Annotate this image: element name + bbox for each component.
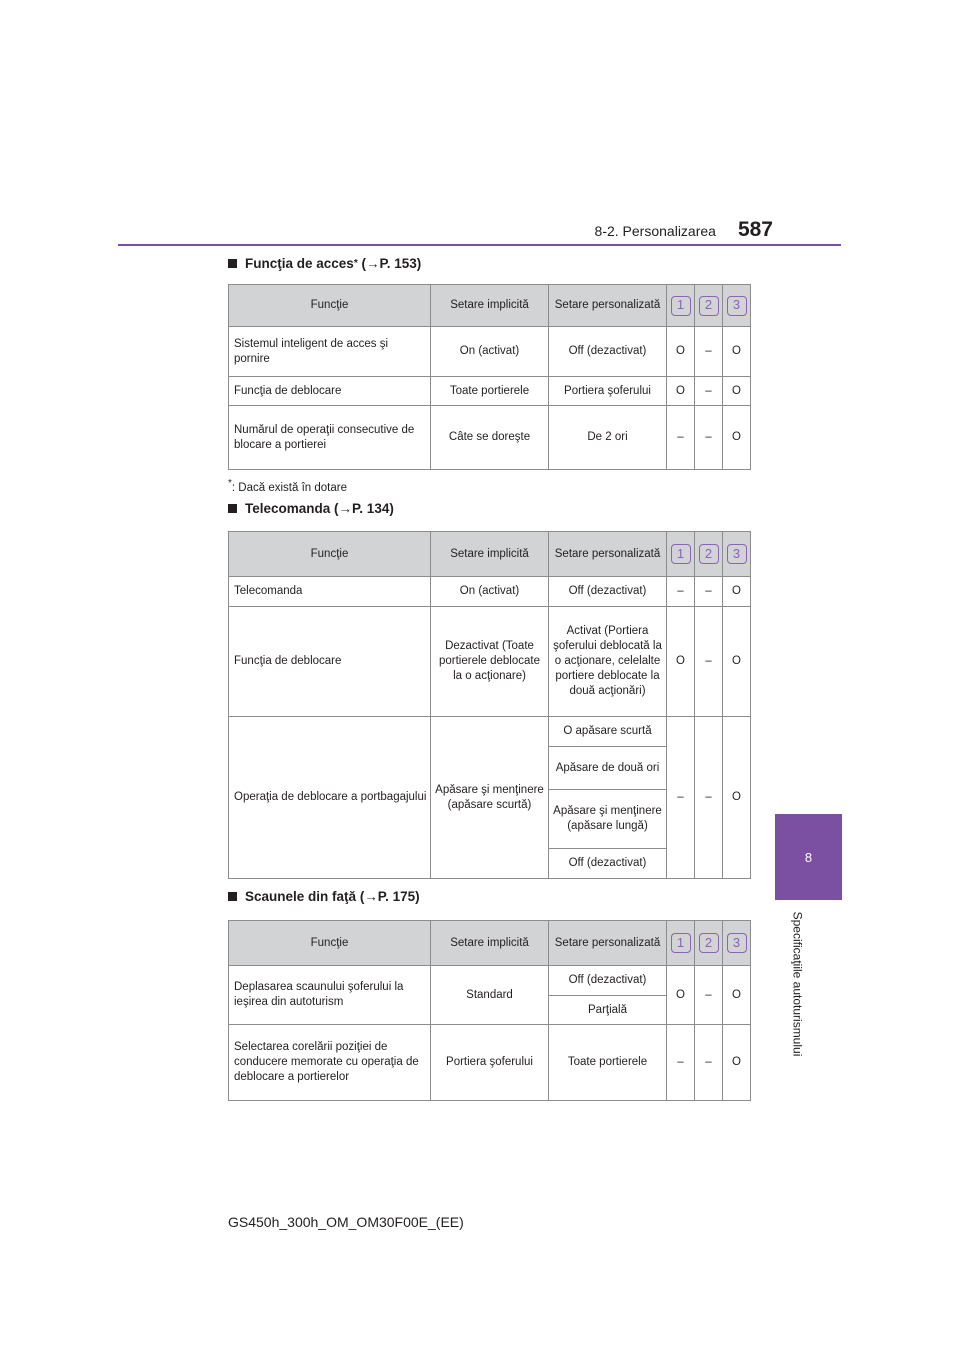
col-3: 3 <box>723 285 751 327</box>
table-access <box>228 284 751 470</box>
col-custom: Setare personalizată <box>549 285 667 327</box>
col-1: 1 <box>667 532 695 577</box>
section-heading-access: Funcţia de acces * (→P. 153) <box>228 256 421 271</box>
document-code: GS450h_300h_OM_OM30F00E_(EE) <box>228 1214 464 1230</box>
col-2: 2 <box>695 285 723 327</box>
bullet-square-icon <box>228 504 237 513</box>
chapter-label: Specificaţiile autoturismului <box>790 911 805 1057</box>
col-function: Funcţie <box>229 285 431 327</box>
col-1: 1 <box>667 921 695 966</box>
table-subrow: Parţială <box>229 996 751 1025</box>
table-remote <box>228 531 751 879</box>
col-3: 3 <box>723 532 751 577</box>
table-subrow: Apăsare şi menţinere (apăsare lungă) <box>229 790 751 849</box>
col-custom: Setare personalizată <box>549 532 667 577</box>
table-row: Selectarea corelării poziţiei de conducere memorate cu operaţia de deblocare a portierelor Portiera şoferului Toate portierele – – O <box>229 1025 751 1101</box>
table-row: Sistemul inteligent de acces şi pornire On (activat) Off (dezactivat) O – O <box>229 327 751 377</box>
table-header-row <box>229 921 751 966</box>
table-row: Numărul de operaţii consecutive de blocare a portierei Câte se doreşte De 2 ori – – O <box>229 406 751 470</box>
table-header-row <box>229 532 751 577</box>
table-subrow: Off (dezactivat) <box>229 849 751 879</box>
footnote: *: Dacă există în dotare <box>228 478 347 494</box>
col-function: Funcţie <box>229 532 431 577</box>
bullet-square-icon <box>228 259 237 268</box>
section-title: 8-2. Personalizarea <box>594 223 716 239</box>
col-2: 2 <box>695 921 723 966</box>
table-row: Funcţia de deblocare Toate portierele Portiera şoferului O – O <box>229 377 751 406</box>
col-1: 1 <box>667 285 695 327</box>
table-subrow: Apăsare de două ori <box>229 747 751 790</box>
col-default: Setare implicită <box>431 285 549 327</box>
col-default: Setare implicită <box>431 921 549 966</box>
section-heading-front-seats: Scaunele din faţă (→P. 175) <box>228 889 420 904</box>
page-number: 587 <box>737 218 773 241</box>
chapter-number: 8 <box>804 849 813 865</box>
section-heading-remote: Telecomanda (→P. 134) <box>228 501 394 516</box>
table-row: Funcţia de deblocare Dezactivat (Toate portierele deblocate la o acţionare) Activat (Portiera şoferului deblocată la o acţionare, celelalte portiere deblocate la două acţionări) O – O <box>229 607 751 717</box>
table-front-seats <box>228 920 751 1101</box>
col-3: 3 <box>723 921 751 966</box>
chapter-tab <box>775 814 842 900</box>
table-row: Operaţia de deblocare a portbagajului Apăsare şi menţinere (apăsare scurtă) O apăsare scurtă – – O <box>229 717 751 747</box>
page-header <box>548 214 773 242</box>
table-row: Deplasarea scaunului şoferului la ieşirea din autoturism Standard Off (dezactivat) O – O <box>229 966 751 996</box>
col-function: Funcţie <box>229 921 431 966</box>
table-row: Telecomanda On (activat) Off (dezactivat) – – O <box>229 577 751 607</box>
col-custom: Setare personalizată <box>549 921 667 966</box>
header-rule <box>118 244 841 246</box>
col-2: 2 <box>695 532 723 577</box>
col-default: Setare implicită <box>431 532 549 577</box>
bullet-square-icon <box>228 892 237 901</box>
table-header-row <box>229 285 751 327</box>
